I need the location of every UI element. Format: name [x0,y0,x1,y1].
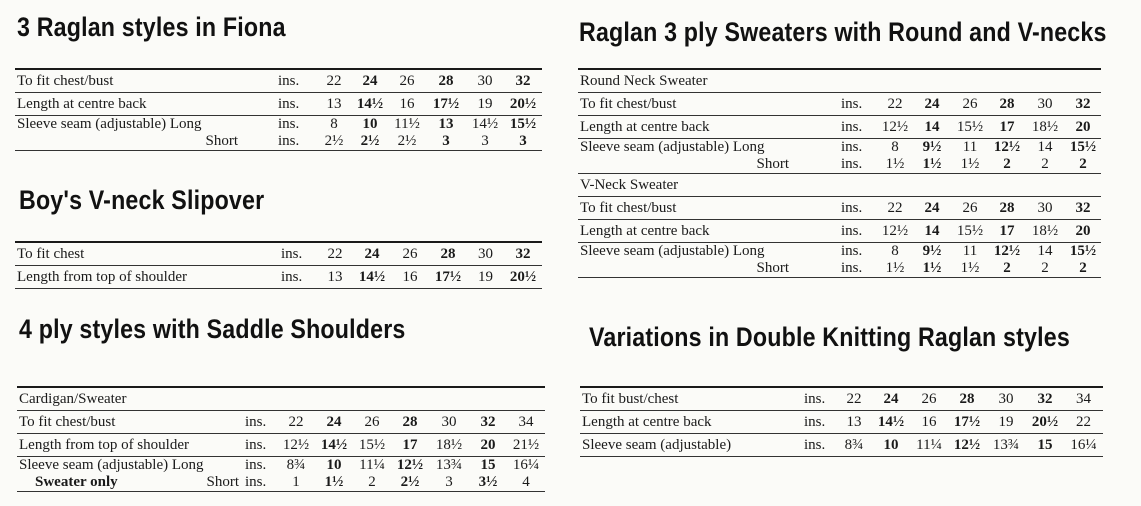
size-value: 32 [1065,93,1101,116]
size-value: 3 [426,133,466,151]
sweater-only-label: Sweater only [35,474,118,490]
size-value: 1½ [951,260,989,278]
size-value: 17½ [948,411,986,434]
saddle-chest-row [17,411,545,434]
size-value: 16 [388,93,426,116]
size-value: 28 [426,69,466,93]
unit: ins. [245,434,277,457]
size-value: 14 [913,220,951,243]
round-length-row [578,116,1101,139]
size-value: 13¾ [986,434,1026,457]
size-value: 24 [315,411,353,434]
boys-chest-row [15,242,542,266]
size-value: 26 [391,242,429,266]
size-value: 22 [877,93,913,116]
vneck-length-row [578,220,1101,243]
size-value: 14½ [872,411,910,434]
round-sleeve-long-row [578,139,1101,157]
row-label: Short [578,260,841,278]
row-label-group [17,474,245,492]
dk-chest-row [580,387,1103,411]
size-value: 30 [467,242,504,266]
unit: ins. [841,197,877,220]
size-value: 26 [951,197,989,220]
size-value: 34 [507,411,545,434]
size-value: 20½ [504,266,542,289]
size-value: 24 [913,197,951,220]
unit: ins. [278,133,316,151]
size-value: 10 [352,116,388,134]
unit: ins. [245,457,277,475]
size-value: 11 [951,139,989,157]
size-value: 14 [1025,139,1065,157]
unit: ins. [804,411,836,434]
size-value: 14½ [315,434,353,457]
size-value: 16¼ [507,457,545,475]
size-value: 18½ [1025,116,1065,139]
vneck-chest-row [578,197,1101,220]
size-value: 20½ [1026,411,1064,434]
size-value: 12½ [989,139,1025,157]
size-value: 22 [316,69,352,93]
size-value: 2 [989,156,1025,174]
round-sleeve-short-row [578,156,1101,174]
fiona-sleeve-long-row [15,116,542,134]
unit: ins. [841,156,877,174]
size-value: 17 [391,434,429,457]
size-value: 32 [1065,197,1101,220]
size-value: 22 [317,242,353,266]
size-value: 15½ [1065,139,1101,157]
size-value: 3 [466,133,504,151]
size-value: 14½ [353,266,391,289]
boys-heading: Boy's V-neck Slipover [19,185,265,215]
size-value: 28 [948,387,986,411]
size-value: 32 [504,242,542,266]
size-value: 28 [429,242,467,266]
size-value: 18½ [429,434,469,457]
row-label: Short [578,156,841,174]
size-value: 16¼ [1064,434,1103,457]
dk-heading: Variations in Double Knitting Raglan styles [589,322,1070,352]
unit: ins. [804,387,836,411]
unit: ins. [278,93,316,116]
size-value: 15 [1026,434,1064,457]
table-title: Round Neck Sweater [578,69,1101,93]
size-value: 11½ [388,116,426,134]
row-label: Sleeve seam (adjustable) Long [17,457,245,475]
saddle-sleeve-short-row [17,474,545,492]
size-value: 14 [913,116,951,139]
size-value: 11 [951,243,989,261]
fiona-chest-row [15,69,542,93]
size-value: 26 [353,411,391,434]
size-value: 21½ [507,434,545,457]
size-value: 16 [910,411,948,434]
size-value: 28 [391,411,429,434]
size-value: 8¾ [277,457,315,475]
size-value: 12½ [948,434,986,457]
row-label: Length from top of shoulder [15,266,281,289]
size-value: 28 [989,93,1025,116]
size-value: 18½ [1025,220,1065,243]
size-value: 2 [1065,156,1101,174]
row-label: To fit chest/bust [17,411,245,434]
size-value: 24 [353,242,391,266]
size-value: 15½ [504,116,542,134]
boys-length-row [15,266,542,289]
fiona-length-row [15,93,542,116]
unit: ins. [278,116,316,134]
size-value: 8 [877,139,913,157]
unit: ins. [841,243,877,261]
size-value: 28 [989,197,1025,220]
size-value: 3 [429,474,469,492]
round-chest-row [578,93,1101,116]
size-value: 20½ [504,93,542,116]
size-value: 30 [1025,197,1065,220]
size-value: 30 [466,69,504,93]
size-value: 11¼ [353,457,391,475]
size-value: 4 [507,474,545,492]
size-value: 1½ [951,156,989,174]
size-value: 12½ [989,243,1025,261]
row-label: To fit chest/bust [15,69,278,93]
size-value: 22 [277,411,315,434]
table-title: V-Neck Sweater [580,177,679,193]
size-value: 32 [469,411,507,434]
size-value: 15½ [1065,243,1101,261]
row-label: Sleeve seam (adjustable) Long [15,116,278,134]
vneck-sleeve-short-row [578,260,1101,278]
size-value: 2 [1025,260,1065,278]
row-label: To fit chest/bust [578,197,841,220]
size-value: 2 [1065,260,1101,278]
unit: ins. [841,220,877,243]
dk-sleeve-row [580,434,1103,457]
size-value: 26 [910,387,948,411]
size-value: 13¾ [429,457,469,475]
dk-length-row [580,411,1103,434]
fiona-heading: 3 Raglan styles in Fiona [17,12,286,42]
boys-size-table [15,241,542,289]
dk-size-table [580,386,1103,457]
fiona-sleeve-short-row [15,133,542,151]
vneck-title-row [578,174,1101,197]
size-value: 17½ [429,266,467,289]
size-value: 2 [353,474,391,492]
size-value: 24 [872,387,910,411]
saddle-title-row [17,387,545,411]
size-value: 12½ [877,116,913,139]
size-value: 19 [466,93,504,116]
unit: ins. [841,139,877,157]
size-value: 16 [391,266,429,289]
size-value: 22 [836,387,872,411]
size-value: 15½ [353,434,391,457]
size-value: 30 [986,387,1026,411]
size-value: 19 [986,411,1026,434]
row-label: To fit chest/bust [578,93,841,116]
size-value: 8 [877,243,913,261]
row-label: To fit chest [15,242,281,266]
row-label: Length at centre back [578,220,841,243]
row-label: Length at centre back [580,411,804,434]
size-value: 13 [836,411,872,434]
size-value: 3 [504,133,542,151]
size-value: 20 [1065,220,1101,243]
size-value: 24 [352,69,388,93]
size-value: 2½ [391,474,429,492]
size-value: 2½ [352,133,388,151]
size-value: 14 [1025,243,1065,261]
size-value: 2 [1025,156,1065,174]
row-label: Short [15,133,278,151]
round-title-row [578,69,1101,93]
size-value: 12½ [391,457,429,475]
size-value: 10 [872,434,910,457]
size-value: 1½ [315,474,353,492]
size-value: 2½ [316,133,352,151]
size-value: 1½ [877,156,913,174]
row-label: Short [206,474,239,490]
size-value: 13 [426,116,466,134]
size-value: 2 [989,260,1025,278]
row-label: To fit bust/chest [580,387,804,411]
size-value: 30 [429,411,469,434]
size-value: 2½ [388,133,426,151]
size-value: 1 [277,474,315,492]
size-value: 11¼ [910,434,948,457]
size-value: 22 [1064,411,1103,434]
size-value: 14½ [466,116,504,134]
size-value: 15½ [951,116,989,139]
size-value: 10 [315,457,353,475]
unit: ins. [281,242,317,266]
size-value: 14½ [352,93,388,116]
size-value: 1½ [913,156,951,174]
size-value: 20 [1065,116,1101,139]
size-value: 9½ [913,139,951,157]
size-value: 8¾ [836,434,872,457]
unit: ins. [841,116,877,139]
size-value: 15 [469,457,507,475]
size-value: 17½ [426,93,466,116]
vneck-sleeve-long-row [578,243,1101,261]
unit: ins. [281,266,317,289]
raglan3-size-table [578,68,1101,278]
unit: ins. [841,260,877,278]
unit: ins. [804,434,836,457]
saddle-heading: 4 ply styles with Saddle Shoulders [19,314,406,344]
raglan3-heading: Raglan 3 ply Sweaters with Round and V-necks [579,17,1107,47]
row-label: Sleeve seam (adjustable) Long [578,243,841,261]
size-value: 26 [951,93,989,116]
size-value: 15½ [951,220,989,243]
size-value: 20 [469,434,507,457]
unit: ins. [245,411,277,434]
table-title: Cardigan/Sweater [17,387,545,411]
row-label: Length from top of shoulder [17,434,245,457]
row-label: Length at centre back [578,116,841,139]
size-value: 13 [316,93,352,116]
size-value: 12½ [877,220,913,243]
unit: ins. [841,93,877,116]
row-label: Sleeve seam (adjustable) [580,434,804,457]
size-value: 34 [1064,387,1103,411]
size-value: 17 [989,116,1025,139]
fiona-size-table [15,68,542,151]
size-value: 13 [317,266,353,289]
size-value: 32 [1026,387,1064,411]
saddle-length-row [17,434,545,457]
size-value: 32 [504,69,542,93]
size-value: 26 [388,69,426,93]
size-value: 22 [877,197,913,220]
size-value: 3½ [469,474,507,492]
row-label: Length at centre back [15,93,278,116]
unit: ins. [245,474,277,492]
size-value: 30 [1025,93,1065,116]
size-value: 9½ [913,243,951,261]
size-value: 8 [316,116,352,134]
saddle-size-table [17,386,545,492]
unit: ins. [278,69,316,93]
size-value: 1½ [877,260,913,278]
saddle-sleeve-long-row [17,457,545,475]
size-value: 1½ [913,260,951,278]
size-value: 24 [913,93,951,116]
row-label: Sleeve seam (adjustable) Long [578,139,841,157]
size-value: 17 [989,220,1025,243]
size-value: 12½ [277,434,315,457]
size-value: 19 [467,266,504,289]
